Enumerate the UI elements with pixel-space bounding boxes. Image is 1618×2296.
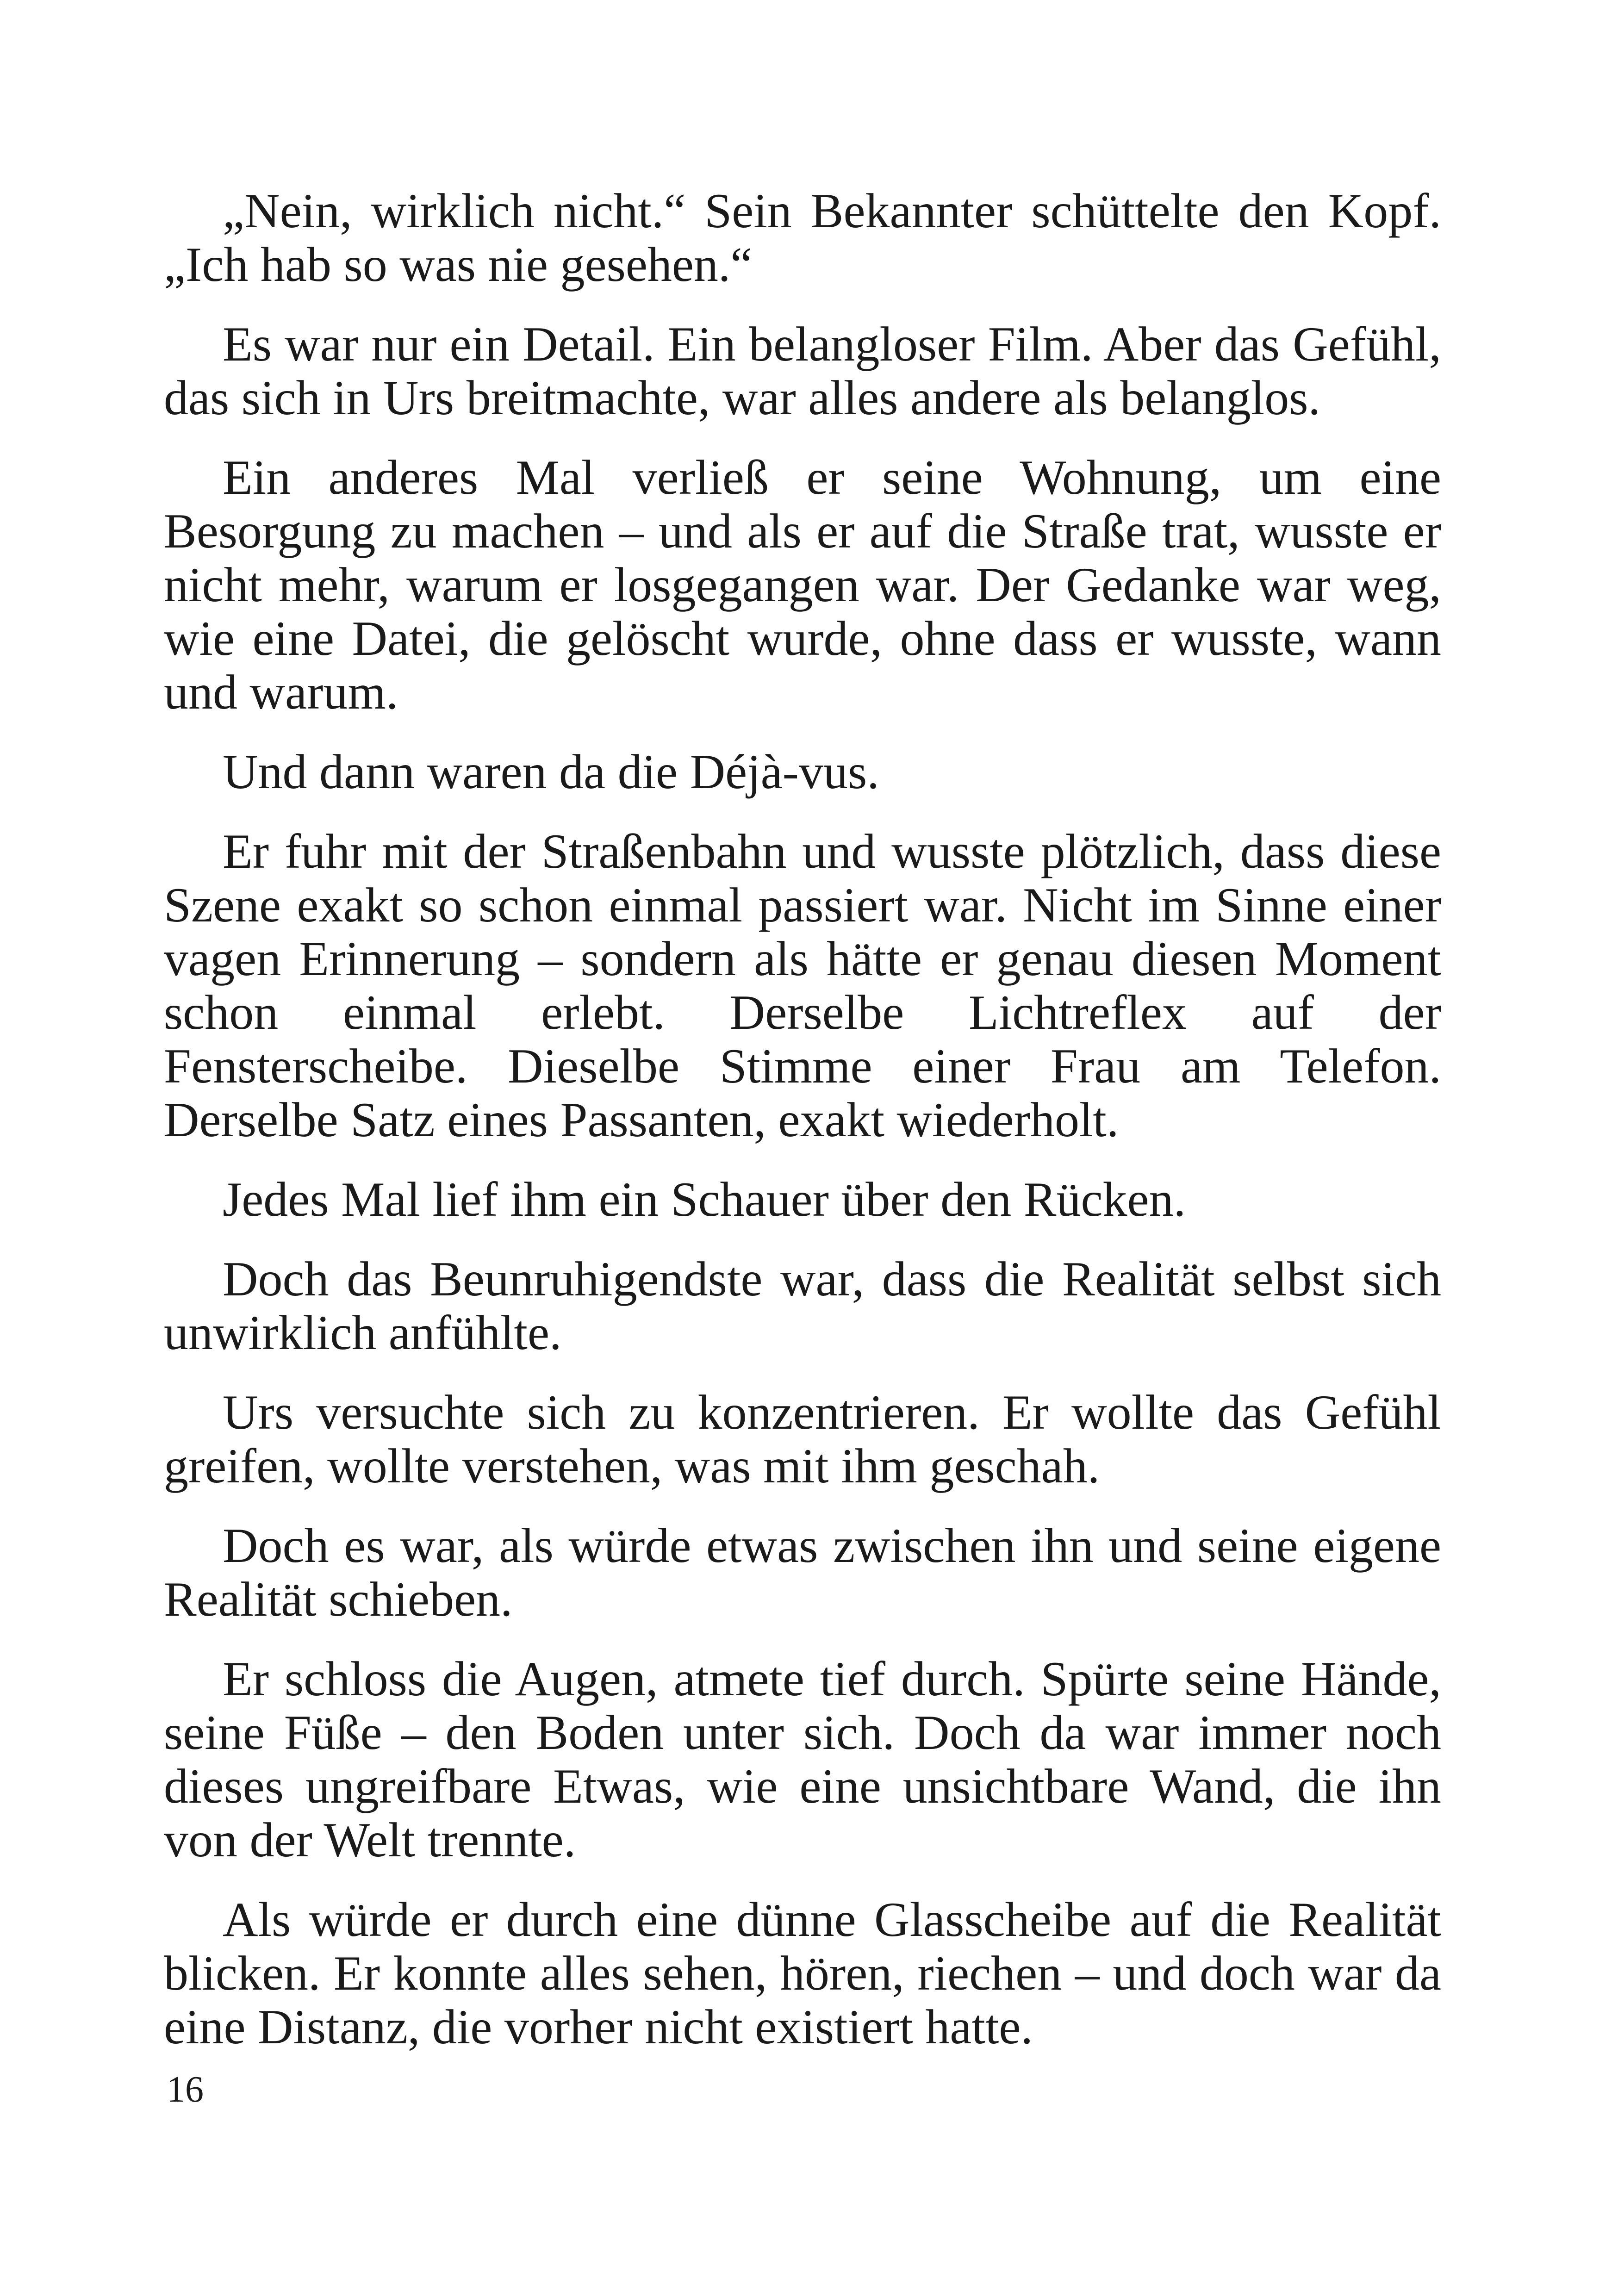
paragraph: Jedes Mal lief ihm ein Schauer über den Rücken. [223,1172,1186,1226]
paragraph: Ein anderes Mal verließ er seine Wohnung, um eine Besorgung zu machen – und als er auf die Straße trat, wusste er nicht mehr, warum er losgegangen war. Der Gedanke war weg, wie eine Datei, die gelöscht wurde, ohne dass er wusste, wann und warum. [164,450,1441,719]
paragraph: Er schloss die Augen, atmete tief durch. Spürte seine Hände, seine Füße – den Boden unter sich. Doch da war immer noch dieses ungreifbare Etwas, wie eine unsichtbare Wand, die ihn von der Welt trennte. [164,1652,1441,1867]
body-text [164,184,1441,2080]
paragraph: Doch es war, als würde etwas zwischen ihn und seine eigene Realität schieben. [164,1518,1441,1626]
paragraph: „Nein, wirklich nicht.“ Sein Bekannter schüttelte den Kopf. „Ich hab so was nie gesehen.“ [164,184,1441,292]
paragraph: Doch das Beunruhigendste war, dass die Realität selbst sich unwirklich anfühlte. [164,1252,1441,1360]
paragraph: Urs versuchte sich zu konzentrieren. Er wollte das Gefühl greifen, wollte verstehen, was mit ihm geschah. [164,1385,1441,1493]
paragraph: Als würde er durch eine dünne Glasscheibe auf die Realität blicken. Er konnte alles sehen, hören, riechen – und doch war da eine Distanz, die vorher nicht existiert hatte. [164,1892,1441,2054]
page-number: 16 [167,2069,204,2110]
paragraph: Es war nur ein Detail. Ein belangloser Film. Aber das Gefühl, das sich in Urs breitmachte, war alles andere als belanglos. [164,317,1441,425]
paragraph: Und dann waren da die Déjà-vus. [223,745,879,799]
paragraph: Er fuhr mit der Straßenbahn und wusste plötzlich, dass diese Szene exakt so schon einmal passiert war. Nicht im Sinne einer vagen Erinnerung – sondern als hätte er genau diesen Moment schon einmal erlebt. Derselbe Lichtreflex auf der Fensterscheibe. Dieselbe Stimme einer Frau am Telefon. Derselbe Satz eines Passanten, exakt wiederholt. [164,824,1441,1147]
